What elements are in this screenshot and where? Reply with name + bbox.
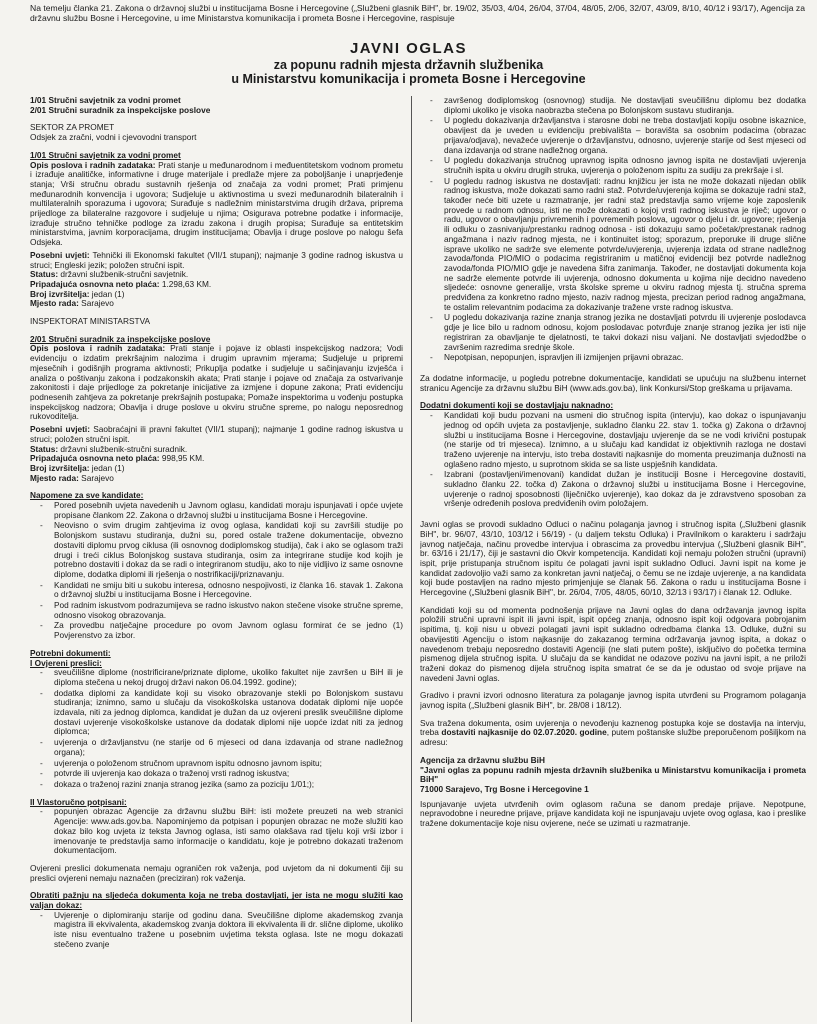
- address-line-1: Agencija za državnu službu BiH: [420, 754, 545, 765]
- position-2-place: [30, 474, 403, 484]
- place-label: Mjesto rada:: [30, 298, 79, 309]
- validity-paragraph: Ovjereni preslici dokumenata nemaju ograničen rok važenja, pod uvjetom da ni dokumenti čiji su preslici ovjereni nemaju naznačen (preciziran) rok važenja.: [30, 862, 403, 883]
- list-item: - Kandidati ne smiju biti u sukobu interesa, odnosno nespojivosti, iz članka 16. stavak 1. Zakona o državnoj službi u institucijama Bosne i Hercegovine.: [54, 581, 403, 600]
- position-2-title: 2/01 Stručni suradnik za inspekcijske poslove: [30, 333, 211, 344]
- salary-text: 1.298,63 KM.: [159, 278, 212, 289]
- closing-paragraph: Ispunjavanje uvjeta utvrđenih ovim oglasom računa se danom predaje prijave. Nepotpune, nepravodobne i neuredne prijave, prijave kandidata koji ne ispunjavaju uvjete ovog oglasa, kao i preslike tražene dokumentacije koje nisu ovjerene, neće se uzimati u razmatranje.: [420, 798, 806, 829]
- list-item: - Pod radnim iskustvom podrazumijeva se radno iskustvo nakon stečene visoke stručne spreme, odnosno visokog obrazovanja.: [54, 601, 403, 620]
- list-item: - uvjerenja o državljanstvu (ne starije od 6 mjeseci od dana izdavanja od strane nadležnog organa);: [54, 738, 403, 757]
- list-item: - Izabrani (postavljeni/imenovani) kandidat dužan je instituciji Bosne i Hercegovine dostaviti, sukladno članku 22. točka d) Zakona o državnoj službi u institucijama Bosne i Hercegovine, uvjerenje o radnoj sposobnosti (liječničko uvjerenje), kao dokaz da je zdravstveno sposoban za vršenje određenih poslova predviđenih ovim položajem.: [444, 470, 806, 509]
- attention-list: [30, 911, 403, 950]
- salary-label: Pripadajuća osnovna neto plaća:: [30, 278, 160, 289]
- conditions-text: Tehnički ili Ekonomski fakultet (VII/1 stupanj); najmanje 3 godine radnog iskustva u struci; Engleski jezik; položen stručni ispit.: [30, 249, 403, 270]
- attention-title: Obratiti pažnju na sljedeća dokumenta koja ne treba dostavljati, jer ista ne mogu služiti kao valjan dokaz:: [30, 890, 403, 911]
- procedure-paragraph: Javni oglas se provodi sukladno Odluci o načinu polaganja javnog i stručnog ispita („Službeni glasnik BiH", br. 96/07, 43/10, 103/12 i 56/19) - (u daljem tekstu Odluka) i Pravilnikom o karakteru i sadržaju javnog natječaja, načinu provedbe intervjua i obrascima za provedbu intervjua („Službeni glasnik BiH", br. 63/16 i 21/17), čiji je sastavni dio Okvir kompetencija. Kandidati koji nemaju položen stručni (upravni) ispit, prije pristupanja stručnom ispitu će polagati javni ispit sukladno Odluci. Javni ispit na kome je kandidat zadovoljio važi samo za konkretan javni natječaj, o čemu se ne izdaje uvjerenje, a na kandidata koji bude postavljen na radno mjesto primjenjuje se članak 56. Zakona o radu u institucijama Bosne i Hercegovine („Službeni glasnik BiH", br. 26/04, 7/05, 48/05, 60/10, 32/13 i 93/17) i članak 12. Odluke.: [420, 519, 806, 598]
- list-item: - završenog dodiplomskog (osnovnog) studija. Ne dostavljati sveučilišnu diplomu bez dodatka diplomi ukoliko je visoka naobrazba stečena po Bolonjskom sustavu studiranja.: [444, 96, 806, 115]
- list-item: - uvjerenja o položenom stručnom upravnom ispitu odnosno javnom ispitu;: [54, 759, 403, 769]
- department-name: Odsjek za zračni, vodni i cjevovodni transport: [30, 132, 197, 143]
- count-label: Broj izvršitelja:: [30, 288, 90, 299]
- duties-text: Prati stanje u međunarodnom i međuentitetskom vodnom prometu i izrađuje analitičke, informativne i druge materijale i predlaže mjere za poboljšanje i unaprjeđenje stanja; Vrši stručnu obradu sustavnih rješenja od značaja za vodni promet; Prati primjenu međunarodnih konvencija i ugovora; Sudjeluje u aktivnostima u svezi međunarodnih bilateralnih i multilateralnih sporazuma i ugovora; Surađuje s nadležnim ministarstvima drugih država, priprema prijedloge za bilateralne razgovore i sudjeluje u njima; Osigurava potrebne podatke i informacije, izrađuje stručno tehničke podloge za izradu zakona i drugih propisa; Surađuje sa entitetskim ministarstvima, javnim korporacijama, drugim institucijama; Obavlja i druge poslove po nalogu šefa Odsjeka.: [30, 159, 403, 248]
- status-label: Status:: [30, 269, 59, 280]
- salary-label: Pripadajuća osnovna neto plaća:: [30, 453, 160, 464]
- position-1-title: 1/01 Stručni savjetnik za vodni promet: [30, 149, 181, 160]
- position-2-conditions: [30, 425, 403, 444]
- conditions-label: Posebni uvjeti:: [30, 249, 90, 260]
- deadline-paragraph: [420, 719, 806, 748]
- position-list-item: 1/01 Stručni savjetnik za vodni promet: [30, 96, 181, 105]
- count-label: Broj izvršitelja:: [30, 462, 90, 473]
- address-line-2: "Javni oglas za popunu radnih mjesta državnih službenika u Ministarstvu komunikacija i prometa BiH": [420, 764, 806, 785]
- notes-title: Napomene za sve kandidate:: [30, 490, 144, 501]
- own-title: II Vlastoručno potpisani:: [30, 796, 127, 807]
- position-list-item: 2/01 Stručni suradnik za inspekcijske poslove: [30, 104, 211, 115]
- positions-list: [30, 96, 403, 115]
- list-item: - dokaza o traženoj razini znanja stranog jezika (samo za poziciju 1/01;);: [54, 780, 403, 790]
- extra-docs-title: Dodatni dokumenti koji se dostavljaju naknadno:: [420, 400, 614, 411]
- position-2-duties: [30, 344, 403, 422]
- list-item: - Nepotpisan, nepopunjen, ispravljen ili izmijenjen prijavni obrazac.: [444, 353, 806, 363]
- left-column: [30, 96, 403, 1022]
- conditions-label: Posebni uvjeti:: [30, 424, 90, 435]
- deadline-date: dostaviti najkasnije do 02.07.2020. godine: [441, 727, 607, 738]
- place-label: Mjesto rada:: [30, 472, 79, 483]
- heading: [0, 40, 817, 87]
- list-item: - sveučilišne diplome (nostrificirane/priznate diplome, ukoliko fakultet nije završen u BiH ili je diploma stečena u nekoj drugoj državi nakon 06.04.1992. godine);: [54, 668, 403, 687]
- list-item: - potvrde ili uvjerenja kao dokaza o traženoj vrsti radnog iskustva;: [54, 769, 403, 779]
- list-item: - popunjen obrazac Agencije za državnu službu BiH: isti možete preuzeti na web stranici Agencije: www.ads.gov.ba. Napominjemo da potpisan i popunjen obrazac ne može služiti kao dokaz bilo kog uvjeta iz teksta Javnog oglasa, isti samo olakšava rad tijelu koji vrši izbor i imenovanje te predstavlja samo informacije o kandidatu, koje je potrebno dokazati traženom dokumentacijom.: [54, 807, 403, 856]
- info-paragraph: Za dodatne informacije, u pogledu potrebne dokumentacije, kandidati se upućuju na službenu internet stranicu Agencije za državnu službu BiH (www.ads.gov.ba), link Konkursi/Stop greškama u prijavama.: [420, 372, 806, 393]
- position-1-place: [30, 299, 403, 309]
- salary-text: 998,95 KM.: [159, 453, 205, 464]
- address-block: [420, 756, 806, 795]
- intro-paragraph: Na temelju članka 21. Zakona o državnoj službi u institucijama Bosne i Hercegovine („Službeni glasnik BiH", br. 19/02, 35/03, 4/04, 26/04, 37/04, 48/05, 2/06, 32/07, 43/09, 8/10, 40/12 i 93/17), Agencija za državnu službu Bosne i Hercegovine, u ime Ministarstva komunikacija i prometa Bosne i Hercegovine, raspisuje: [30, 3, 805, 24]
- heading-title: JAVNI OGLAS: [349, 40, 468, 57]
- status-label: Status:: [30, 443, 59, 454]
- list-item: - U pogledu radnog iskustva ne dostavljati: radnu knjižicu jer ista ne može dokazati nijedan oblik radnog iskustva, može dokazati samo radni staž. Potvrde/uvjerenja kojima se dokazuje radni staž, također neće biti uzete u razmatranje, jer radni staž predstavlja samo vrijeme koje zaposlenik provede u radnom odnosu, isti ne može dokazati o kojoj vrsti radnog iskustva je riječ; ugovor o radu, ugovor o obavljanju privremenih i povremenih poslova, ugovor o djelu i dr. ugovore; rješenja ili odluku o zasnivanju/prestanku radnog odnosa - isti dokazuju samo početak/prestanak radnog angažmana i naziv radnog mjesta, ne i kontinuitet istog; sporazum, preporuke ili druge slične isprave ukoliko ne sadrže sve elemente potvrde/uvjerenja, uvjerenja izdata od strane nadležnog zavoda/fonda PIO/MIO o podacima registriranim u matičnoj evidenciji bez potvrde nadležnog zavoda/fonda PIO/MIO gdje je navedena šifra zanimanja. Također, ne dostavljati dokumenta koja ne sadrže elemente potvrde ili uvjerenja, odnosno dokumenta u kojima nije decidno navedeno sljedeće: osnovne generalije, vrsta školske spreme u okviru radnog mjesta tj. stručna sprema predviđena za konkretno radno mjesto, naziv radnog mjesta, precizan period radnog angažmana, te ostalim relevantnim podacima za dokazivanje tražene vrste radnog iskustva.: [444, 177, 806, 313]
- extra-docs-list: [420, 411, 806, 509]
- list-item: - Kandidati koji budu pozvani na usmeni dio stručnog ispita (intervju), kao dokaz o ispunjavanju jednog od općih uvjeta za postavljenje, sukladno članku 22. stav 1. točka g) Zakona o državnoj službi u institucijama Bosne i Hercegovine, dostavljaju uvjerenje da se ne vodi krivični postupak (ne starije od tri mjeseca). Iznimno, a u slučaju kad kandidat iz objektivnih razloga ne dostavi traženo uvjerenje na intervju, isto treba dostaviti najkasnije do momenta preuzimanja dužnosti na oglašeno radno mjesto, u suprotnom skida se sa liste uspješnih kandidata.: [444, 411, 806, 469]
- docs-list: [30, 668, 403, 789]
- list-item: - Pored posebnih uvjeta navedenih u Javnom oglasu, kandidati moraju ispunjavati i opće uvjete propisane člankom 22. Zakona o državnoj službi u institucijama Bosne i Hercegovine.: [54, 501, 403, 520]
- deadline-text-end: , putem poštanske službe preporučenom pošiljkom na adresu:: [420, 727, 806, 748]
- list-item: - U pogledu dokazivanja državljanstva i starosne dobi ne treba dostavljati kopiju osobne iskaznice, obavijest da je uveden u evidenciju prebivališta – boravišta sa osobnim podacima (obrazac prijava/odjava), nevažeće uvjerenje o državljanstvu, odnosno, uvjerenje starije od šest mjeseci od dana izdavanja od strane nadležnog organa.: [444, 116, 806, 155]
- count-text: jedan (1): [89, 462, 125, 473]
- inspectorate-name: INSPEKTORAT MINISTARSTVA: [30, 316, 151, 327]
- duties-label: Opis poslova i radnih zadataka:: [30, 159, 156, 170]
- heading-line-3: u Ministarstvu komunikacija i prometa Bosne i Hercegovine: [231, 72, 586, 87]
- status-text: državni službenik-stručni savjetnik.: [58, 269, 189, 280]
- right-column: [420, 96, 806, 1022]
- address-line-3: 71000 Sarajevo, Trg Bosne i Hercegovine 1: [420, 784, 589, 794]
- sector-name: SEKTOR ZA PROMET: [30, 122, 115, 133]
- place-text: Sarajevo: [78, 298, 114, 309]
- own-list: [30, 807, 403, 856]
- list-item: - Neovisno o svim drugim zahtjevima iz ovog oglasa, kandidati koji su završili studije po Bolonjskom sustavu studiranja, dužni su, pored ostale tražene dokumentacije, obvezno dostaviti diplomu prvog ciklusa (ili osnovnog dodiplomskog studija), čak i ako se oglasom traži drugi i treći ciklus Bolonjskog sustava studiranja, osim za integrirane studije kod kojih je potrebno dostaviti i dokaz da se radi o integriranom studiju, ako to nije vidljivo iz same osnovne diplome, dodatka diplomi ili rješenja o nostrifikaciji/priznavanju.: [54, 521, 403, 579]
- position-1-duties: [30, 161, 403, 248]
- exam-paragraph: Kandidati koji su od momenta podnošenja prijave na Javni oglas do dana održavanja javnog ispita položili stručni upravni ispit ili javni ispit, ispit općeg znanja, odnosno ispit koji odgovara pobrojanim ispitima, tj. koji nisu u obvezi polagati javni ispit sukladno odredbama članka 13. Odluke, dužni su obavijestiti Agenciju o istom najkasnije do zakazanog termina održavanja javnog ispita, a dokaz o navedenom trebaju neposredno dostaviti Agenciji (ne slati putem pošte), isključivo do početka termina pismenog dijela stručnog ispita. U slučaju da se kandidat ne odazove pozivu na javni ispit, a ne priloži traženi dokaz do pismenog dijela stručnog ispita smatrat će se da je odustao od svoje prijave na navedeni Javni oglas.: [420, 604, 806, 683]
- duties-label: Opis poslova i radnih zadataka:: [30, 343, 166, 354]
- heading-line-2: za popunu radnih mjesta državnih službenika: [273, 57, 544, 72]
- literature-paragraph: Gradivo i pravni izvori odnosno literatura za polaganje javnog ispita utvrđeni su Programom polaganja javnog ispita („Službeni glasnik BiH", br. 28/08 i 18/12).: [420, 690, 806, 711]
- deadline-text: Sva tražena dokumenta, osim uvjerenja o nevođenju kaznenog postupka koje se dostavlja na intervju, treba: [420, 717, 806, 738]
- status-text: državni službenik-stručni suradnik.: [58, 443, 188, 454]
- list-item: - dodatka diplomi za kandidate koji su visoko obrazovanje stekli po Bolonjskom sustavu studiranja; iznimno, samo u slučaju da visokoškolska ustanova dodatak diplomi nije uopće izdavala, niti za jednog diplomca, kandidat je dužan da uz ovjereni preslik sveučilišne diplome dostavi uvjerenje visokoškolske ustanove da dodatak diplomi nije uopće izdat niti za jednog diplomca;: [54, 689, 403, 738]
- list-item: - Uvjerenje o diplomiranju starije od godinu dana. Sveučilišne diplome akademskog zvanja magistra ili ekvivalenta, akademskog zvanja doktora ili ekvivalenta ili dr. slične diplome, ukoliko iste nisu eventualno tražene u posebnim uvjetima teksta oglasa. Iste ne mogu dokazati stečeno zvanje: [54, 911, 403, 950]
- count-text: jedan (1): [89, 288, 125, 299]
- position-1-conditions: [30, 251, 403, 270]
- docs-subtitle: I Ovjereni preslici:: [30, 657, 102, 668]
- duties-text: Prati stanje i pojave iz oblasti inspekcijskog nadzora; Vodi evidenciju o izdatim prekršajnim nalozima i drugim upravnim mjerama; Sudjeluje u pripremi mjesečnih i godišnjih programa aktivnosti; Prikuplja podatke i sudjeluje u sačinjavanju izvješća i analiza o poštivanju zakona i podzakonskih akata; Prati stanje i pojave od značaja za ostvarivanje zakonitosti i daje prijedloge za pokretanje inicijative za izmjene i dopune zakona; Prati evidenciju podnesenih zahtjeva za pokretanje prekršajnih postupaka; Pomaže inspektorima u vođenju postupka inspekcijskog nadzora; Obavlja i druge poslove u okviru stručne spreme, po nalogu neposrednog rukovoditelja.: [30, 343, 403, 422]
- docs-title: Potrebni dokumenti:: [30, 647, 111, 658]
- list-item: - U pogledu dokazivanja stručnog upravnog ispita odnosno javnog ispita ne dostavljati uvjerenja stručnih ispita u okviru drugih struka, uvjerenja o položenom ispitu za sudiju za prekršaje i sl.: [444, 156, 806, 175]
- place-text: Sarajevo: [78, 472, 114, 483]
- list-item: - Za provedbu natječajne procedure po ovom Javnom oglasu formirat će se jedno (1) Povjerenstvo za izbor.: [54, 621, 403, 640]
- column-divider: [411, 96, 412, 1022]
- list-item: - U pogledu dokazivanja razine znanja stranog jezika ne dostavljati potvrdu ili uvjerenje poslodavca gdje je lice bilo u radnom odnosu, kojom poslodavac potvrđuje znanje stranog jezika jer isti nije registriran za obavljanje te djelatnosti, te takvi dokazi nisu valjani. Ne dostavljati svjedodžbe o završenim razredima srednje škole.: [444, 313, 806, 352]
- notes-list: [30, 501, 403, 641]
- continued-list: [420, 96, 806, 363]
- conditions-text: Saobraćajni ili pravni fakultet (VII/1 stupanj); najmanje 1 godine radnog iskustva u struci; položen stručni ispit.: [30, 424, 403, 444]
